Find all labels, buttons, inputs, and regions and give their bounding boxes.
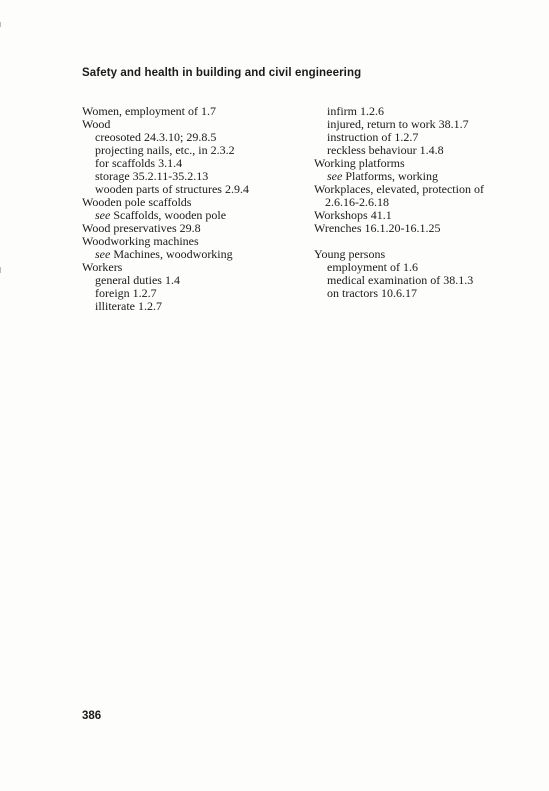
index-entry-text: creosoted 24.3.10; 29.8.5 bbox=[95, 130, 217, 144]
index-entry-text: Machines, woodworking bbox=[113, 247, 233, 261]
index-entry-text: Wrenches 16.1.20-16.1.25 bbox=[314, 221, 441, 235]
index-entry-text: Working platforms bbox=[314, 156, 405, 170]
index-entry-text: instruction of 1.2.7 bbox=[327, 130, 419, 144]
index-subentry bbox=[314, 287, 484, 300]
index-entry-text: Workshops 41.1 bbox=[314, 208, 392, 222]
index-entry-text: general duties 1.4 bbox=[95, 273, 180, 287]
index-entry-text: Wooden pole scaffolds bbox=[82, 195, 192, 209]
index-entry-text: injured, return to work 38.1.7 bbox=[327, 117, 469, 131]
index-entry-text: Workers bbox=[82, 260, 123, 274]
index-entry-text: 2.6.16-2.6.18 bbox=[325, 195, 389, 209]
index-entry-text: infirm 1.2.6 bbox=[327, 104, 384, 118]
see-reference-label: see bbox=[327, 169, 343, 183]
index-entry-text: projecting nails, etc., in 2.3.2 bbox=[95, 143, 235, 157]
index-entry-text: for scaffolds 3.1.4 bbox=[95, 156, 183, 170]
index-entry-text: Wood preservatives 29.8 bbox=[82, 221, 201, 235]
scan-artifact bbox=[0, 267, 1, 273]
index-column-right bbox=[314, 105, 484, 300]
page-number: 386 bbox=[82, 710, 102, 722]
index-entry-text: foreign 1.2.7 bbox=[95, 286, 157, 300]
index-entry-text: medical examination of 38.1.3 bbox=[327, 273, 474, 287]
index-entry bbox=[314, 222, 484, 235]
index-entry-text: Wood bbox=[82, 117, 111, 131]
index-entry-text: wooden parts of structures 2.9.4 bbox=[95, 182, 249, 196]
index-entry-text: reckless behaviour 1.4.8 bbox=[327, 143, 444, 157]
index-entry-text: illiterate 1.2.7 bbox=[95, 299, 162, 313]
index-entry-text: Woodworking machines bbox=[82, 234, 199, 248]
index-entry-text: on tractors 10.6.17 bbox=[327, 286, 417, 300]
scan-artifact bbox=[0, 22, 1, 27]
index-entry-text: Women, employment of 1.7 bbox=[82, 104, 217, 118]
index-entry-text: storage 35.2.11-35.2.13 bbox=[95, 169, 209, 183]
see-reference-label: see bbox=[95, 247, 111, 261]
index-entry-text: Workplaces, elevated, protection of bbox=[314, 182, 484, 196]
index-subentry bbox=[82, 300, 249, 313]
index-entry-text: Scaffolds, wooden pole bbox=[113, 208, 227, 222]
index-column-left bbox=[82, 105, 249, 313]
index-entry-text: Young persons bbox=[314, 247, 386, 261]
see-reference-label: see bbox=[95, 208, 111, 222]
running-header: Safety and health in building and civil engineering bbox=[82, 67, 362, 79]
index-entry-text: employment of 1.6 bbox=[327, 260, 418, 274]
index-entry-text: Platforms, working bbox=[345, 169, 438, 183]
